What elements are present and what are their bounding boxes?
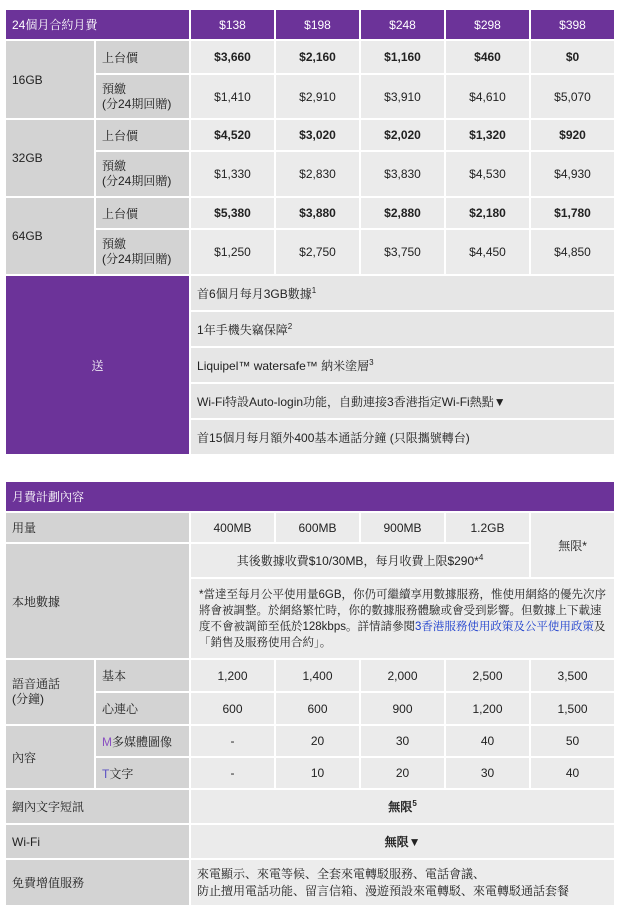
prepay-value: $3,750 (361, 230, 444, 274)
local-data-label: 本地數據 (6, 544, 189, 658)
heart-value: 1,200 (446, 693, 529, 724)
prepay-value: $1,410 (191, 75, 274, 118)
wifi-label: Wi-Fi (6, 825, 189, 858)
upfront-value: $2,180 (446, 198, 529, 228)
prepay-value: $1,250 (191, 230, 274, 274)
upfront-value: $0 (531, 41, 614, 73)
heart-label: 心連心 (96, 693, 189, 724)
upfront-value: $1,320 (446, 120, 529, 150)
footnote-marker: 5 (412, 799, 417, 808)
gift-text: 1年手機失竊保障 (197, 322, 288, 337)
upfront-value: $1,780 (531, 198, 614, 228)
text-letter-icon: T (102, 766, 110, 781)
prepay-value: $2,750 (276, 230, 359, 274)
upfront-value: $3,020 (276, 120, 359, 150)
text-label (96, 758, 189, 788)
heart-value: 1,500 (531, 693, 614, 724)
mms-value: 50 (531, 726, 614, 756)
upfront-value: $920 (531, 120, 614, 150)
prepay-value: $4,610 (446, 75, 529, 118)
usage-value: 900MB (361, 513, 444, 542)
gift-item-data (191, 276, 614, 310)
mms-text: 多媒體圖像 (112, 734, 173, 749)
upfront-value: $2,880 (361, 198, 444, 228)
upfront-label: 上台價 (96, 41, 189, 73)
prepay-label-line1: 預繳 (102, 237, 127, 251)
upfront-value: $3,660 (191, 41, 274, 73)
prepay-value: $3,910 (361, 75, 444, 118)
prepay-label-line1: 預繳 (102, 81, 127, 96)
price-138: $138 (191, 10, 274, 39)
gift-item-liquipel (191, 348, 614, 382)
gift-text: 首6個月每月3GB數據 (197, 286, 312, 301)
prepay-label-line2: (分24期回贈) (102, 252, 172, 266)
unlimited-usage: 無限* (531, 513, 614, 577)
after-usage-text: 其後數據收費$10/30MB，每月收費上限$290* (236, 554, 479, 568)
voice-label (6, 660, 94, 724)
capacity-16gb: 16GB (6, 41, 94, 118)
fair-usage-note (191, 579, 614, 658)
footnote-marker: 2 (287, 321, 293, 331)
price-198: $198 (276, 10, 359, 39)
usage-label: 用量 (6, 513, 189, 542)
usage-value: 600MB (276, 513, 359, 542)
heart-value: 600 (191, 693, 274, 724)
footnote-marker: 1 (311, 285, 317, 295)
gift-text: 首15個月每月額外400基本通話分鐘 (只限攜號轉台) (197, 430, 470, 445)
prepay-value: $4,850 (531, 230, 614, 274)
prepay-value: $3,830 (361, 152, 444, 196)
capacity-32gb: 32GB (6, 120, 94, 196)
prepay-value: $2,830 (276, 152, 359, 196)
upfront-value: $2,160 (276, 41, 359, 73)
text-text: 文字 (109, 766, 134, 781)
gift-text: Liquipel™ watersafe™ 納米塗層 (197, 358, 370, 373)
heart-value: 900 (361, 693, 444, 724)
gift-item-theft-protection (191, 312, 614, 346)
contract-price-table (4, 8, 616, 456)
mms-value: - (191, 726, 274, 756)
vas-label: 免費增值服務 (6, 860, 189, 905)
prepay-label-line1: 預繳 (102, 159, 127, 173)
text-value: 20 (361, 758, 444, 788)
voice-label-line2: (分鐘) (12, 692, 44, 706)
prepay-value: $2,910 (276, 75, 359, 118)
note-text: *當達至每月公平使用量6GB，你仍可繼續享用數據服務，惟使用網絡的優先次序將會被調整。於網絡繁忙時，你的數據服務體驗或會受到影響。但數據上下載速度不會被調節至低於128kbps。詳情請參閱 (199, 588, 606, 633)
gift-text[interactable]: Wi-Fi特設Auto-login功能，自動連接3香港指定Wi-Fi熱點▼ (197, 394, 506, 409)
vas-line1: 來電顯示、來電等候、全套來電轉駁服務、電話會議、 (197, 866, 486, 881)
prepay-value: $4,450 (446, 230, 529, 274)
vas-value (191, 860, 614, 905)
wifi-value[interactable]: 無限▼ (191, 825, 614, 858)
prepay-value: $4,930 (531, 152, 614, 196)
mms-letter-icon: M (102, 734, 112, 749)
usage-value: 400MB (191, 513, 274, 542)
monthly-header-label: 月費計劃內容 (6, 482, 614, 511)
voice-label-line1: 語音通話 (12, 677, 61, 691)
sms-label: 網內文字短訊 (6, 790, 189, 823)
upfront-value: $2,020 (361, 120, 444, 150)
footnote-marker: 3 (369, 357, 374, 367)
note-text-end: 及「銷售及服務使用合約」。 (199, 620, 606, 649)
upfront-value: $3,880 (276, 198, 359, 228)
after-usage-charge (191, 544, 529, 577)
basic-value: 3,500 (531, 660, 614, 691)
upfront-label: 上台價 (96, 198, 189, 228)
content-label: 內容 (6, 726, 94, 788)
text-value: - (191, 758, 274, 788)
basic-value: 1,400 (276, 660, 359, 691)
prepay-label-line2: (分24期回贈) (102, 96, 172, 111)
gift-item-extra-minutes (191, 420, 614, 454)
prepay-value: $1,330 (191, 152, 274, 196)
upfront-value: $1,160 (361, 41, 444, 73)
basic-label: 基本 (96, 660, 189, 691)
prepay-value: $4,530 (446, 152, 529, 196)
text-value: 40 (531, 758, 614, 788)
mms-value: 40 (446, 726, 529, 756)
price-298: $298 (446, 10, 529, 39)
mms-label (96, 726, 189, 756)
prepay-label (96, 152, 189, 196)
mms-value: 30 (361, 726, 444, 756)
price-248: $248 (361, 10, 444, 39)
gift-label: 送 (6, 276, 189, 454)
footnote-marker: 4 (478, 553, 484, 562)
heart-value: 600 (276, 693, 359, 724)
mms-value: 20 (276, 726, 359, 756)
gift-item-wifi-autologin[interactable] (191, 384, 614, 418)
vas-line2: 防止擅用電話功能、留言信箱、漫遊預設來電轉駁、來電轉駁通話套餐 (197, 883, 570, 898)
upfront-value: $460 (446, 41, 529, 73)
usage-value: 1.2GB (446, 513, 529, 542)
sms-value (191, 790, 614, 823)
prepay-label (96, 230, 189, 274)
basic-value: 1,200 (191, 660, 274, 691)
prepay-label (96, 75, 189, 118)
monthly-plan-table (4, 480, 616, 907)
price-398: $398 (531, 10, 614, 39)
usage-policy-link[interactable]: 3香港服務使用政策及公平使用政策 (414, 620, 594, 633)
capacity-64gb: 64GB (6, 198, 94, 274)
basic-value: 2,000 (361, 660, 444, 691)
sms-value-text: 無限 (388, 800, 413, 814)
prepay-value: $5,070 (531, 75, 614, 118)
upfront-label: 上台價 (96, 120, 189, 150)
basic-value: 2,500 (446, 660, 529, 691)
text-value: 10 (276, 758, 359, 788)
upfront-value: $5,380 (191, 198, 274, 228)
prepay-label-line2: (分24期回贈) (102, 174, 172, 188)
text-value: 30 (446, 758, 529, 788)
upfront-value: $4,520 (191, 120, 274, 150)
contract-header-label: 24個月合約月費 (6, 10, 189, 39)
